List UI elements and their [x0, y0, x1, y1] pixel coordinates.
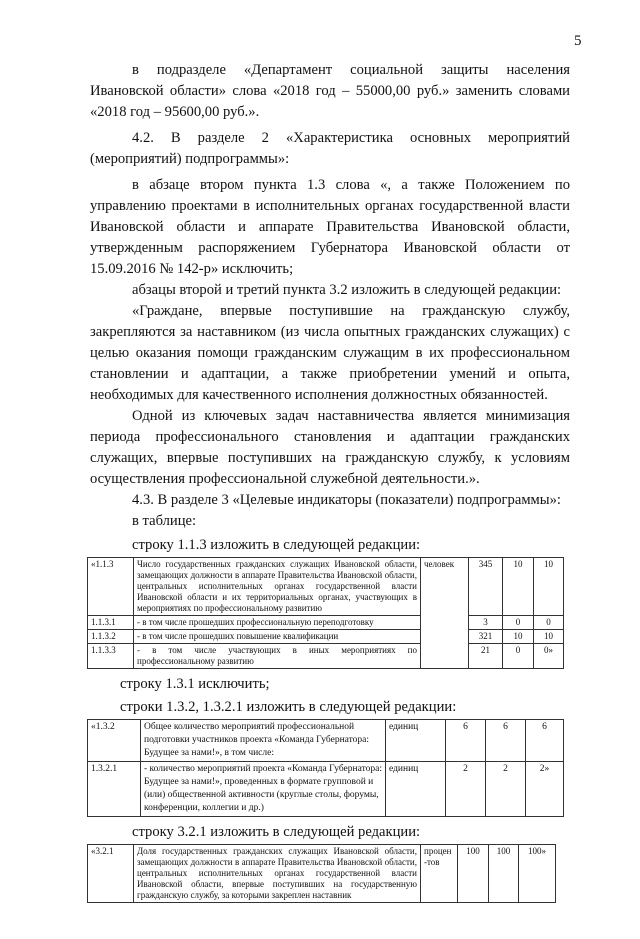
- cell-value: 321: [469, 630, 503, 644]
- cell-unit: процен-тов: [421, 845, 458, 903]
- cell-value: 0: [503, 616, 534, 630]
- paragraph: в таблице:: [132, 513, 197, 529]
- cell-value: 0: [503, 644, 534, 669]
- paragraph: в подразделе «Департамент социальной защиты населения Ивановской области» слова «2018 год – 55000,00 руб.» заменить словами «2018 год – 95600,00 руб.».: [90, 62, 570, 120]
- cell-value: 345: [469, 558, 503, 616]
- cell-value: 6: [486, 720, 526, 762]
- paragraph: абзацы второй и третий пункта 3.2 изложить в следующей редакции:: [132, 282, 562, 298]
- cell-value: 3: [469, 616, 503, 630]
- cell-num: «1.3.2: [88, 720, 141, 762]
- caption: строки 1.3.2, 1.3.2.1 изложить в следующей редакции:: [120, 699, 457, 715]
- body-text-top: [90, 60, 570, 532]
- cell-value: 100: [489, 845, 519, 903]
- cell-value: 10: [534, 558, 564, 616]
- cell-num: 1.1.3.2: [88, 630, 134, 644]
- caption: строку 3.2.1 изложить в следующей редакции:: [132, 824, 421, 840]
- table-row: [88, 630, 564, 644]
- table-1-1-3: [87, 557, 564, 669]
- cell-value: 0»: [534, 644, 564, 669]
- cell-text: - количество мероприятий проекта «Команда Губернатора: Будущее за нами!», проведенных в формате групповой и (или) общественной активности (круглые столы, форумы, конференции, коллегии и др.): [141, 762, 386, 817]
- paragraph: Одной из ключевых задач наставничества является минимизация периода профессионального становления и адаптации гражданских служащих, впервые поступивших на гражданскую службу, к условиям осуществления профессиональной служебной деятельности.».: [90, 408, 570, 487]
- cell-text: Общее количество мероприятий профессиональной подготовки участников проекта «Команда Губернатора: Будущее за нами!», в том числе:: [141, 720, 386, 762]
- cell-value: 6: [526, 720, 564, 762]
- cell-value: 0: [534, 616, 564, 630]
- page-number: 5: [574, 33, 582, 49]
- cell-value: 6: [446, 720, 486, 762]
- cell-value: 10: [503, 558, 534, 616]
- paragraph: 4.3. В разделе 3 «Целевые индикаторы (показатели) подпрограммы»:: [132, 492, 561, 508]
- cell-value: 10: [503, 630, 534, 644]
- cell-num: 1.1.3.1: [88, 616, 134, 630]
- table-row: [88, 762, 564, 817]
- cell-text: - в том числе прошедших профессиональную переподготовку: [134, 616, 421, 630]
- table-row: [88, 558, 564, 616]
- cell-text: Число государственных гражданских служащих Ивановской области, замещающих должности в аппарате Правительства Ивановской области, центральных исполнительных органах государственной власти Ивановской области и их территориальных органах, участвующих в мероприятиях по профессиональному развитию: [134, 558, 421, 616]
- cell-unit: человек: [421, 558, 469, 669]
- table-row: [88, 616, 564, 630]
- cell-unit: единиц: [386, 720, 446, 762]
- cell-unit: единиц: [386, 762, 446, 817]
- cell-num: 1.1.3.3: [88, 644, 134, 669]
- paragraph: «Граждане, впервые поступившие на гражданскую службу, закрепляются за наставником (из числа опытных гражданских служащих) с целью оказания помощи гражданским служащим в их профессиональном становлении и адаптации, а также приобретении умений и опыта, необходимых для качественного исполнения должностных обязанностей.: [90, 303, 570, 403]
- table-row: [88, 720, 564, 762]
- cell-value: 10: [534, 630, 564, 644]
- cell-value: 2: [486, 762, 526, 817]
- cell-value: 21: [469, 644, 503, 669]
- table-row: [88, 845, 556, 903]
- table-1-3-2: [87, 719, 564, 817]
- cell-text: - в том числе участвующих в иных мероприятиях по профессиональному развитию: [134, 644, 421, 669]
- caption: строку 1.1.3 изложить в следующей редакции:: [132, 537, 421, 553]
- cell-text: - в том числе прошедших повышение квалификации: [134, 630, 421, 644]
- cell-text: Доля государственных гражданских служащих Ивановской области, замещающих должности в аппарате Правительства Ивановской области, центральных исполнительных органах государственной власти Ивановской области, впервые поступивших на государственную гражданскую службу, за которыми закреплен наставник: [134, 845, 421, 903]
- table-3-2-1: [87, 844, 556, 903]
- cell-value: 100: [458, 845, 489, 903]
- cell-num: 1.3.2.1: [88, 762, 141, 817]
- cell-num: «1.1.3: [88, 558, 134, 616]
- cell-value: 100»: [519, 845, 556, 903]
- cell-num: «3.2.1: [88, 845, 134, 903]
- paragraph: в абзаце втором пункта 1.3 слова «, а также Положением по управлению проектами в исполнительных органах государственной власти Ивановской области и аппарате Правительства Ивановской области, утвержденным распоряжением Губернатора Ивановской области от 15.09.2016 № 142-р» исключить;: [90, 177, 570, 277]
- caption: строку 1.3.1 исключить;: [120, 676, 270, 692]
- paragraph: 4.2. В разделе 2 «Характеристика основных мероприятий (мероприятий) подпрограммы»:: [90, 130, 570, 167]
- table-row: [88, 644, 564, 669]
- cell-value: 2»: [526, 762, 564, 817]
- cell-value: 2: [446, 762, 486, 817]
